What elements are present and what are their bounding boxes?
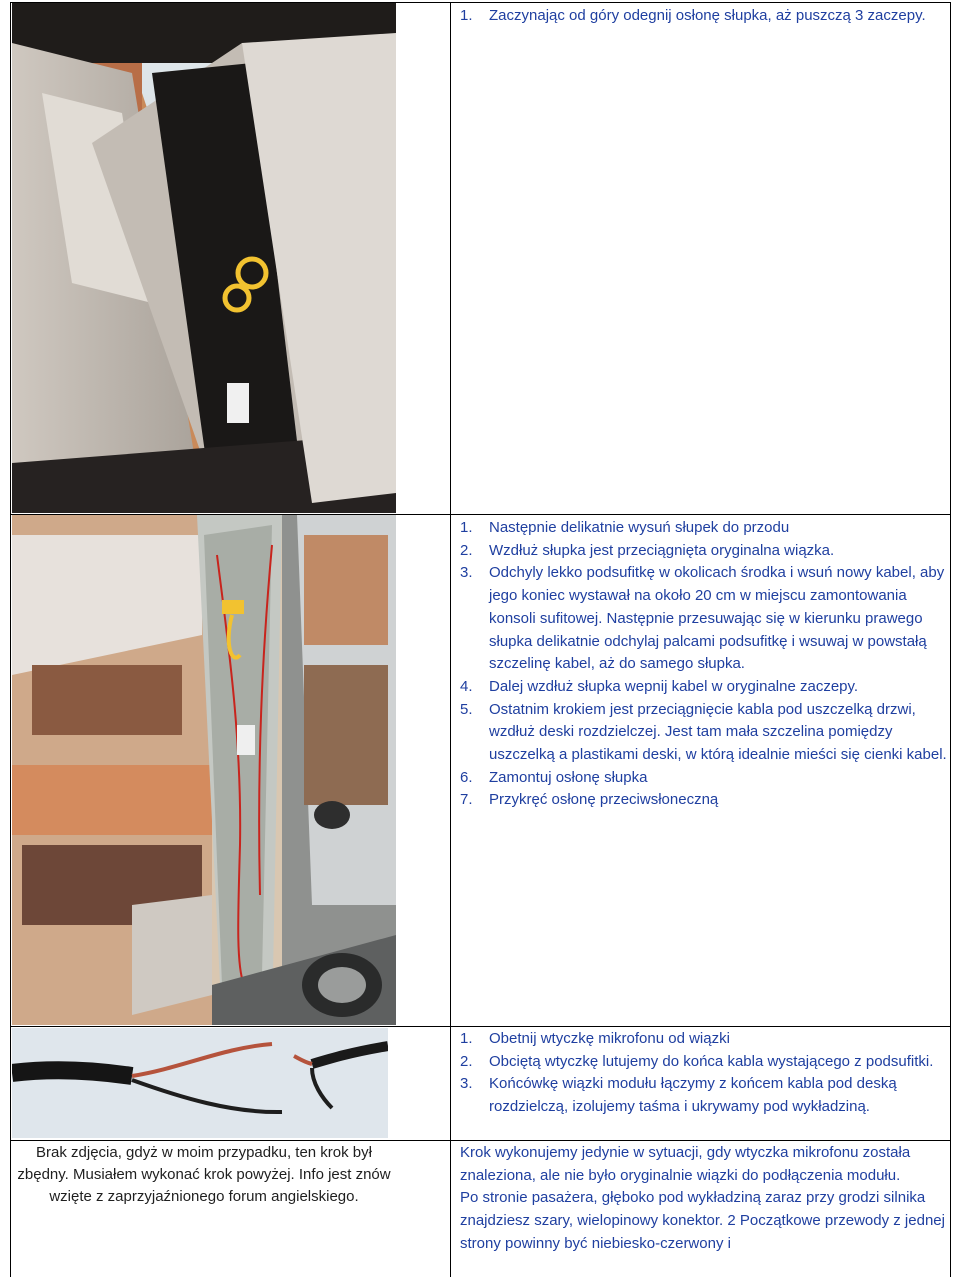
table-left-rule	[10, 2, 11, 1277]
step-text: Zamontuj osłonę słupka	[489, 768, 648, 786]
list-item	[457, 1073, 951, 1118]
step-number: 1.	[460, 7, 473, 24]
step-text: Dalej wzdłuż słupka wepnij kabel w oryginalne zaczepy.	[489, 677, 859, 695]
list-item	[457, 767, 951, 790]
list-item	[457, 517, 951, 540]
cable-ends-photo	[12, 1028, 388, 1138]
step-text: Końcówkę wiązki modułu łączymy z końcem kabla pod deską rozdzielczą, izolujemy taśma i ukrywamy pod wykładziną.	[489, 1075, 897, 1116]
row-divider-3	[10, 1140, 951, 1141]
pillar-cover-photo	[12, 3, 396, 513]
step-number: 3.	[460, 1075, 473, 1093]
step-text: Przykręć osłonę przeciwsłoneczną	[489, 791, 719, 809]
no-photo-caption: Brak zdjęcia, gdyż w moim przypadku, ten krok był zbędny. Musiałem wykonać krok powyżej. Info jest znów wzięte z zaprzyjaźnionego forum angielskiego.	[17, 1144, 391, 1205]
step-number: 2.	[460, 1052, 473, 1070]
step-number: 5.	[460, 700, 473, 718]
step-number: 4.	[460, 677, 473, 695]
connector-paragraph: Po stronie pasażera, głęboko pod wykładziną zaraz przy grodzi silnika znajdziesz szary, wielopinowy konektor. 2 Początkowe przewody z jednej strony powinny być niebiesko-czerwony i	[460, 1189, 945, 1252]
row-divider-2	[10, 1026, 951, 1027]
step-number: 1.	[460, 1030, 473, 1047]
step-number: 7.	[460, 791, 473, 809]
row4-instructions	[457, 1142, 951, 1256]
column-divider	[450, 2, 451, 1277]
step-text: Zaczynając od góry odegnij osłonę słupka, aż puszczą 3 zaczepy.	[489, 7, 926, 24]
condition-paragraph: Krok wykonujemy jedynie w sytuacji, gdy wtyczka mikrofonu została znaleziona, ale nie było oryginalnie wiązki do podłączenia modułu.	[460, 1144, 911, 1184]
step-number: 6.	[460, 768, 473, 786]
row1-step-list	[457, 5, 951, 28]
list-item	[457, 699, 951, 767]
step-number: 1.	[460, 519, 473, 536]
step-text: Następnie delikatnie wysuń słupek do przodu	[489, 519, 790, 536]
list-item	[457, 562, 951, 676]
step-text: Wzdłuż słupka jest przeciągnięta oryginalna wiązka.	[489, 541, 835, 559]
pillar-wiring-photo	[12, 515, 396, 1025]
step-number: 2.	[460, 541, 473, 559]
step-text: Obciętą wtyczkę lutujemy do końca kabla wystającego z podsufitki.	[489, 1052, 934, 1070]
step-number: 3.	[460, 564, 473, 582]
step-text: Odchyly lekko podsufitkę w okolicach środka i wsuń nowy kabel, aby jego koniec wystawał na około 20 cm w miejscu zamontowania konsoli sufitowej. Następnie przesuwając się w kierunku prawego słupka delikatnie odchylaj palcami podsufitkę i wsuwaj w powstałą szczelinę kabel, aż do samego słupka.	[489, 564, 945, 673]
step-text: Obetnij wtyczkę mikrofonu od wiązki	[489, 1030, 730, 1047]
list-item	[457, 789, 951, 812]
step-text: Ostatnim krokiem jest przeciągnięcie kabla pod uszczelką drzwi, wzdłuż deski rozdzielczej. Jest tam mała szczelina pomiędzy uszczelką a plastikami deski, w którą idealnie mieści się cienki kabel.	[489, 700, 947, 764]
list-item	[457, 676, 951, 699]
row1-instructions	[457, 5, 951, 28]
list-item	[457, 540, 951, 563]
row2-instructions	[457, 517, 951, 812]
list-item	[457, 5, 951, 28]
row2-step-list	[457, 517, 951, 812]
row3-instructions	[457, 1028, 951, 1119]
list-item	[457, 1051, 951, 1074]
list-item	[457, 1028, 951, 1051]
row3-step-list	[457, 1028, 951, 1119]
